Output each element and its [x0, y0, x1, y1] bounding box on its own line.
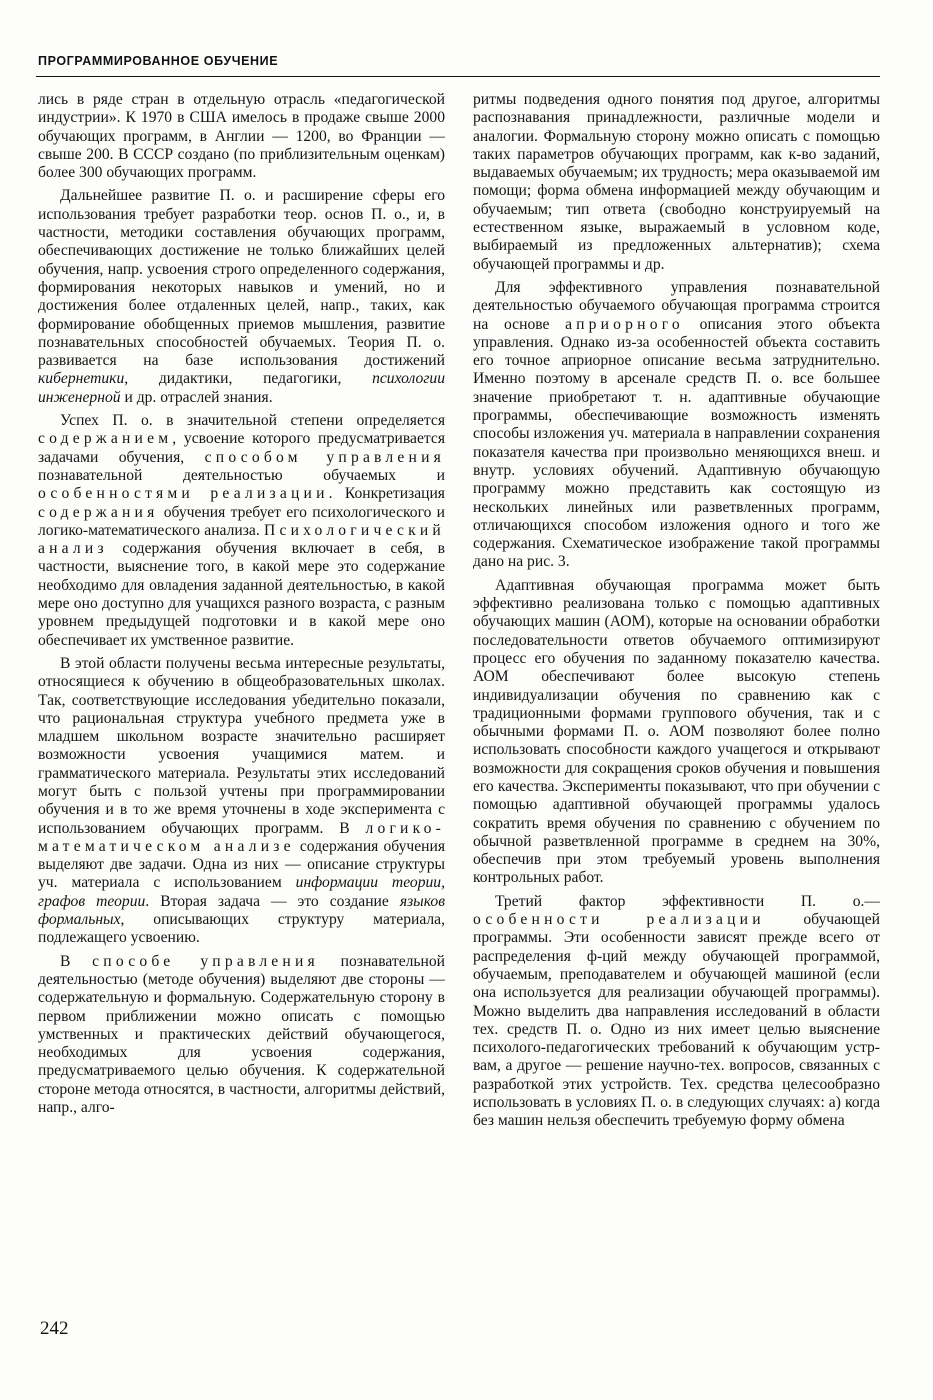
text-run: ритмы подведения одного понятия под другое, алгоритмы распознавания принадлежности, различные модели и аналогии. Формальную сторону можно описать с помощью таких параметров обучающих программ, как к-во заданий, выдаваемых обучаемым; их трудность; мера оказываемой им помощи; форма обмена информацией между обучающим и обучаемым; тип ответа (свободно конструируемый на естественном языке, выражаемый в условном коде, выбираемый из предложенных альтернатив); схема обучающей программы и др.	[473, 91, 881, 273]
text-run: , описывающих структуру материала, подлежащего усвоению.	[38, 911, 445, 947]
text-run: содержания обучения выделяют две задачи. Одна из них — описание структуры уч. материала с использованием	[38, 837, 446, 892]
paragraph	[473, 577, 880, 888]
text-run: лись в ряде стран в отдельную отрасль «педагогической индустрии». К 1970 в США имелось в продаже свыше 2000 обучающих программ, в Англии — 1200, во Франции — свыше 200. В СССР создано (по приблизительным оценкам) более 300 обучающих программ.	[38, 91, 445, 182]
text-run: . Конкретизация	[328, 485, 445, 503]
text-run: Для эффективного управления познавательной деятельностью обучаемого обучающая программа строится на основе	[473, 278, 880, 333]
text-run: познавательной деятельностью (методе обучения) выделяют две стороны — содержательную и формальную. Содержательную сторону в первом приближении можно описать с помощью умственных и практических действий обучающегося, необходимых для усвоения содержания, предусматриваемого целью обучения. К содержательной стороне метода относятся, в частности, алгоритмы действий, напр., алго-	[38, 952, 446, 1117]
text-run: Адаптивная обучающая программа может быть эффективно реализована только с помощью адаптивных обучающих машин (АОМ), которые на основании обработки последовательности ответов обучаемого оптимизируют процесс его обучения по заданному показателю качества. АОМ обеспечивают более высокую степень индивидуализации обучения по сравнению как с традиционными формами группового обучения, так и с обычными формами П. о. АОМ позволяют более полно использовать способности каждого учащегося и открывают возможности для сокращения сроков обучения и повышения его качества. Эксперименты показывают, что при обучении с помощью адаптивной обучающей программы удалось сократить время обучения по сравнению с обучением по обычной разветвленной программе в среднем на 30%, обеспечив при этом требуемый уровень выполнения контрольных работ.	[473, 576, 880, 887]
text-run: Дальнейшее развитие П. о. и расширение сферы его использования требует разработки теор. основ П. о., и, в частности, методики составления обучающих программ, обеспечивающих достижение не только ближайших целей обучения, напр. усвоения строго определенного содержания, формирования некоторых навыков и умений, но и достижения более отдаленных целей, напр., таких, как формирование обобщенных приемов мышления, развитие познавательных способностей обучаемых. Теория П. о. развивается на базе использования достижений	[38, 187, 445, 370]
paragraph	[38, 91, 445, 182]
left-column	[38, 91, 445, 1122]
paragraph	[473, 91, 880, 274]
spaced-emphasis: особенности реализации	[473, 911, 765, 929]
paragraph	[473, 893, 880, 1131]
text-run: , усвоение которого предусматривается задачами обучения,	[38, 430, 445, 466]
page-number: 242	[40, 1318, 69, 1339]
spaced-emphasis: содержания	[38, 503, 159, 521]
term-link: кибернетики	[38, 370, 125, 388]
header-rule	[36, 76, 880, 77]
right-column	[473, 91, 880, 1136]
spaced-emphasis: способом управления	[204, 448, 445, 466]
text-run: . Вторая задача — это создание	[145, 892, 389, 910]
term-link: информации теории, графов теории	[38, 874, 445, 910]
running-head: ПРОГРАММИРОВАННОЕ ОБУЧЕНИЕ	[38, 54, 279, 68]
text-run: Успех П. о. в значительной степени определяется	[60, 412, 445, 430]
paragraph	[473, 279, 880, 572]
paragraph	[38, 953, 445, 1118]
term-link: языков формальных	[38, 892, 446, 929]
text-run: В	[60, 952, 71, 970]
paragraph	[38, 412, 445, 650]
paragraph	[38, 187, 445, 407]
text-run: обучения требует его психологического и логико-математического анализа.	[38, 503, 445, 539]
spaced-emphasis: априорного	[565, 315, 684, 333]
text-run: обучающей программы. Эти особенности зависят прежде всего от распределения ф-ций между обучающей программой, обучаемым, преподавателем и обучающей машиной (если она используется для реализации обучающей программы). Можно выделить два направления исследований в области тех. средств П. о. Одно из них имеет целью выяснение психолого-педагогических требований к обучающим устр-вам, а другое — решение научно-тех. вопросов, связанных с разработкой этих устройств. Тех. средства целесообразно использовать в условиях П. о. в следующих случаях: а) когда без машин нельзя обеспечить требуемую форму обмена	[473, 911, 880, 1130]
term-link: психологии инженерной	[38, 370, 445, 406]
spaced-emphasis: способе управления	[92, 952, 319, 970]
spaced-emphasis: логико-математическом анализе	[38, 819, 445, 855]
text-run: познавательной деятельностью обучаемых и	[38, 466, 445, 484]
spaced-emphasis: Психологический анализ	[38, 521, 445, 558]
text-run: Третий фактор эффективности П. о.—	[495, 892, 880, 910]
text-run: содержания обучения включает в себя, в частности, выяснение того, в какой мере это содержание необходимо для овладения заданной деятельностью, в какой мере оно доступно для учащихся разного возраста, с разным уровнем предыдущей подготовки и в какой мере оно обеспечивает их умственное развитие.	[38, 540, 445, 649]
text-run: В этой области получены весьма интересные результаты, относящиеся к обучению в общеобразовательных школах. Так, соответствующие исследования убедительно показали, что рациональная структура учебного предмета уже в младшем школьном возрасте значительно расширяет возможности усвоения учащимися матем. и грамматического материала. Результаты этих исследований могут быть с пользой учтены при программировании обучения и в то же время уточнены в ходе эксперимента с использованием обучающих программ. В	[38, 654, 445, 837]
paragraph	[38, 655, 445, 948]
spaced-emphasis: содержанием	[38, 430, 173, 448]
text-run: и др. отраслей знания.	[124, 388, 273, 406]
text-run: описания этого объекта управления. Однако из-за особенностей объекта составить его точное априорное описание весьма затруднительно. Именно поэтому в арсенале средств П. о. все большее значение приобретают т. н. адаптивные обучающие программы, обеспечивающие возможность изменять способы изложения уч. материала в направлении сохранения показателя качества при произвольно меняющихся внеш. и внутр. условиях обучений. Адаптивную обучающую программу можно представить как состоящую из нескольких линейных или разветвленных программ, отличающихся способом изложения одного и того же содержания. Схематическое изображение такой программы дано на рис. 3.	[473, 315, 881, 571]
spaced-emphasis: особенностями реализации	[38, 485, 329, 503]
text-run: , дидактики, педагогики,	[124, 370, 342, 388]
